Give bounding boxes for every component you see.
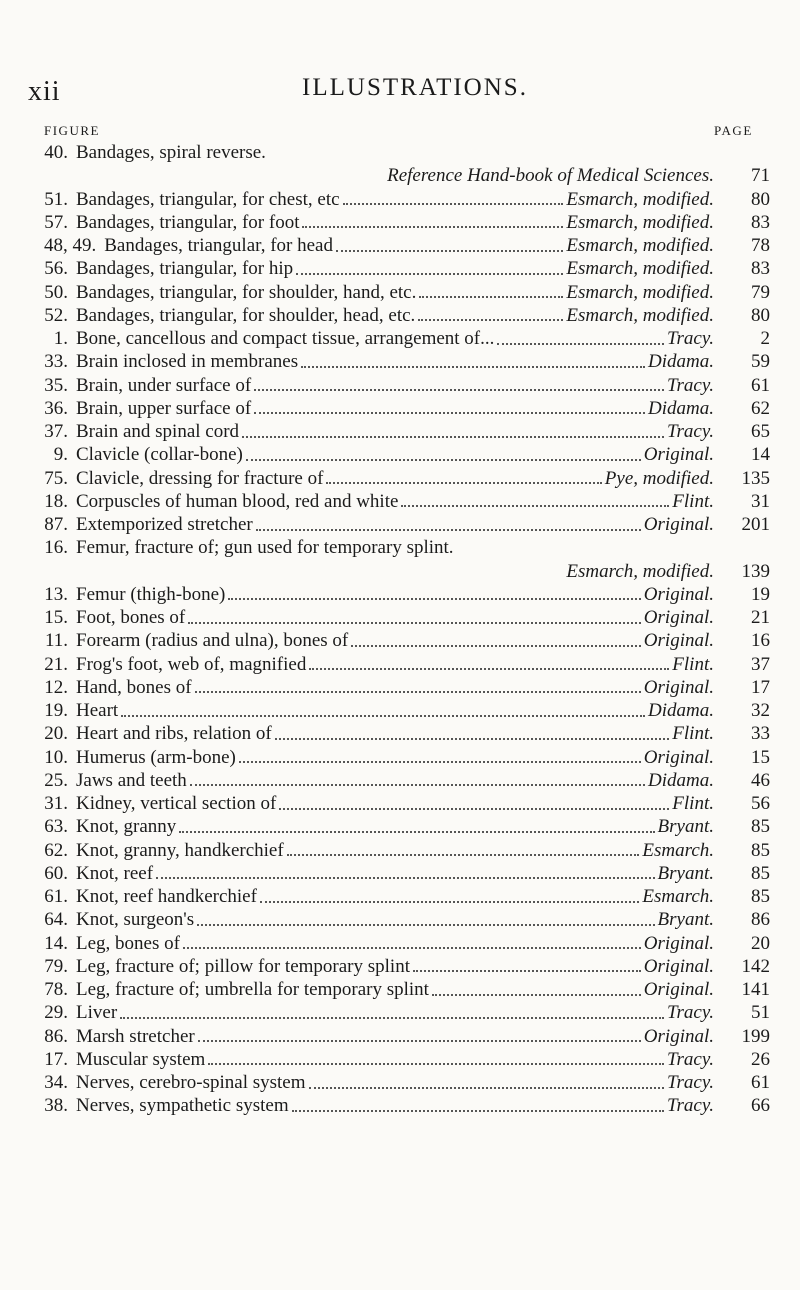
list-item (30, 304, 770, 327)
figure-number: 12. (44, 676, 68, 698)
figure-number: 38. (44, 1095, 68, 1117)
figure-source: Original. (643, 444, 714, 466)
figure-source: Flint. (672, 723, 714, 745)
figure-source: Esmarch. (642, 839, 714, 861)
list-item (30, 815, 770, 838)
list-item (30, 606, 770, 629)
figure-title: Leg, fracture of; umbrella for temporary splint (76, 979, 429, 1000)
list-item (30, 792, 770, 815)
page-number: 139 (741, 560, 770, 582)
dot-leader (497, 343, 664, 345)
dot-leader (256, 529, 641, 531)
figure-source: Original. (643, 1025, 714, 1047)
figure-title: Knot, granny (76, 816, 177, 838)
list-item (30, 1025, 770, 1048)
figure-number: 60. (44, 862, 68, 884)
dot-leader (343, 203, 564, 205)
figure-title: Nerves, cerebro-spinal system (76, 1072, 306, 1093)
list-item (30, 350, 770, 373)
list-item (30, 234, 770, 257)
page-number: 51 (751, 1002, 770, 1024)
figure-number: 61. (44, 886, 68, 907)
figure-title: Bandages, triangular, for chest, etc (76, 188, 340, 210)
page-number: 19 (751, 583, 770, 605)
dot-leader (275, 738, 670, 740)
figure-source: Tracy. (667, 1072, 714, 1093)
page-number: 46 (751, 769, 770, 791)
page-number: 32 (751, 700, 770, 721)
figure-number: 48, 49. (44, 235, 97, 256)
dot-leader (279, 808, 669, 810)
figure-title: Jaws and teeth (76, 769, 187, 791)
dot-leader (183, 947, 641, 949)
figure-title: Bandages, triangular, for foot (76, 211, 300, 233)
page-number: 85 (751, 816, 770, 838)
figure-title: Extemporized stretcher (76, 514, 253, 535)
page-number: 142 (741, 955, 770, 977)
figure-number: 17. (44, 1048, 68, 1070)
page-number: 2 (760, 328, 770, 349)
list-item (30, 490, 770, 513)
figure-title: Forearm (radius and ulna), bones of (76, 630, 349, 652)
figure-source: Flint. (672, 793, 714, 814)
list-item (30, 699, 770, 722)
list-item-continuation (30, 560, 770, 583)
page-number: 66 (751, 1095, 770, 1117)
list-item (30, 722, 770, 745)
figure-number: 25. (44, 769, 68, 791)
list-item (30, 211, 770, 234)
figure-source: Original. (643, 630, 714, 652)
figure-source: Esmarch, modified. (566, 560, 714, 582)
figure-number: 1. (53, 328, 68, 349)
dot-leader (432, 994, 641, 996)
figure-number: 29. (44, 1002, 68, 1024)
list-item (30, 1048, 770, 1071)
page-number: 33 (751, 723, 770, 745)
dot-leader (302, 226, 563, 228)
dot-leader (292, 1110, 664, 1112)
figure-number: 52. (44, 304, 68, 326)
figure-title: Foot, bones of (76, 607, 186, 628)
figure-number: 79. (44, 955, 68, 977)
page-number: 85 (751, 886, 770, 907)
figure-source: Original. (643, 979, 714, 1000)
figure-source: Original. (643, 583, 714, 605)
figure-source: Didama. (648, 397, 714, 419)
dot-leader (287, 854, 640, 856)
figure-number: 51. (44, 188, 68, 210)
figure-number: 62. (44, 839, 68, 861)
figure-title: Bandages, triangular, for hip (76, 258, 294, 280)
dot-leader (197, 924, 654, 926)
list-item (30, 1094, 770, 1117)
figure-number: 10. (44, 746, 68, 768)
page-number: 31 (751, 490, 770, 512)
dot-leader (401, 505, 669, 507)
figure-number: 37. (44, 421, 68, 442)
figure-number: 14. (44, 932, 68, 954)
page-number: 65 (751, 421, 770, 442)
dot-leader (309, 1087, 665, 1089)
figure-source: Tracy. (667, 1095, 714, 1117)
list-item (30, 769, 770, 792)
list-item (30, 1071, 770, 1094)
list-item (30, 536, 770, 559)
list-item (30, 746, 770, 769)
list-item (30, 629, 770, 652)
figure-number: 31. (44, 793, 68, 814)
list-item (30, 908, 770, 931)
list-item (30, 676, 770, 699)
page-number: 85 (751, 862, 770, 884)
figure-title: Heart (76, 700, 119, 721)
figure-number: 9. (53, 444, 68, 466)
figure-source: Bryant. (657, 862, 714, 884)
page-number: 59 (751, 351, 770, 373)
list-item (30, 281, 770, 304)
page-number: 14 (751, 444, 770, 466)
figure-title: Bandages, triangular, for head (104, 235, 333, 256)
dot-leader (418, 319, 563, 321)
dot-leader (195, 691, 641, 693)
dot-leader (179, 831, 654, 833)
page-number: 26 (751, 1048, 770, 1070)
dot-leader (326, 482, 601, 484)
figure-title: Clavicle, dressing for fracture of (76, 467, 324, 489)
figure-source: Tracy. (667, 421, 714, 442)
figure-source: Tracy. (667, 374, 714, 396)
illustrations-list (30, 141, 770, 1118)
figure-title: Leg, bones of (76, 932, 180, 954)
page-number: 83 (751, 258, 770, 280)
figure-source: Original. (643, 746, 714, 768)
page-number: 17 (751, 676, 770, 698)
figure-number: 63. (44, 816, 68, 838)
figure-title: Hand, bones of (76, 676, 192, 698)
dot-leader (239, 761, 641, 763)
figure-number: 36. (44, 397, 68, 419)
figure-title: Clavicle (collar-bone) (76, 444, 243, 466)
figure-title: Liver (76, 1002, 118, 1024)
figure-source: Esmarch, modified. (566, 235, 714, 256)
figure-source: Bryant. (657, 816, 714, 838)
figure-title: Brain and spinal cord (76, 421, 240, 442)
figure-title: Femur, fracture of; gun used for temporary splint. (76, 537, 454, 559)
page-number: 62 (751, 397, 770, 419)
figure-title: Leg, fracture of; pillow for temporary splint (76, 955, 410, 977)
figure-source: Esmarch, modified. (566, 281, 714, 303)
dot-leader (254, 412, 645, 414)
page-number: 83 (751, 211, 770, 233)
figure-number: 33. (44, 351, 68, 373)
figure-title: Brain inclosed in membranes (76, 351, 299, 373)
list-item (30, 513, 770, 536)
figure-source: Original. (643, 932, 714, 954)
list-item (30, 978, 770, 1001)
running-head: ILLUSTRATIONS. (302, 74, 528, 101)
figure-number: 35. (44, 374, 68, 396)
figure-number: 50. (44, 281, 68, 303)
figure-number: 21. (44, 653, 68, 675)
dot-leader (208, 1063, 664, 1065)
list-item (30, 653, 770, 676)
figure-source: Flint. (672, 490, 714, 512)
figure-source: Original. (643, 514, 714, 535)
figure-source: Didama. (648, 769, 714, 791)
figure-title: Bandages, triangular, for shoulder, head, etc. (76, 304, 416, 326)
page-number: 71 (751, 165, 770, 187)
figure-title: Brain, under surface of (76, 374, 252, 396)
list-item (30, 374, 770, 397)
dot-leader (309, 668, 669, 670)
figure-source: Pye, modified. (604, 467, 714, 489)
page-number: 61 (751, 1072, 770, 1093)
page-number: 16 (751, 630, 770, 652)
page-number: 141 (741, 979, 770, 1000)
figure-source: Original. (643, 607, 714, 628)
list-item (30, 397, 770, 420)
page-number: 135 (741, 467, 770, 489)
page-number: 80 (751, 188, 770, 210)
page-number: 20 (751, 932, 770, 954)
figure-number: 57. (44, 211, 68, 233)
figure-number: 34. (44, 1072, 68, 1093)
figure-title: Bone, cancellous and compact tissue, arrangement of... (76, 328, 495, 349)
page-number: 85 (751, 839, 770, 861)
figure-number: 13. (44, 583, 68, 605)
figure-number: 64. (44, 909, 68, 931)
figure-title: Marsh stretcher (76, 1025, 195, 1047)
figure-title: Bandages, spiral reverse. (76, 142, 266, 163)
page-number: 78 (751, 235, 770, 256)
list-item (30, 885, 770, 908)
figure-number: 16. (44, 537, 68, 559)
page-number: 61 (751, 374, 770, 396)
figure-number: 20. (44, 723, 68, 745)
figure-number: 87. (44, 514, 68, 535)
page-number: 21 (751, 607, 770, 628)
figure-title: Knot, reef (76, 862, 154, 884)
figure-number: 11. (44, 630, 68, 652)
dot-leader (121, 715, 645, 717)
list-item (30, 839, 770, 862)
figure-title: Kidney, vertical section of (76, 793, 277, 814)
figure-title: Corpuscles of human blood, red and white (76, 490, 399, 512)
figure-title: Femur (thigh-bone) (76, 583, 226, 605)
figure-title: Bandages, triangular, for shoulder, hand, etc. (76, 281, 417, 303)
figure-source: Esmarch, modified. (566, 188, 714, 210)
figure-title: Muscular system (76, 1048, 206, 1070)
list-item (30, 1001, 770, 1024)
figure-source: Esmarch. (642, 886, 714, 907)
figure-source: Esmarch, modified. (566, 211, 714, 233)
figure-source: Bryant. (657, 909, 714, 931)
figure-source: Flint. (672, 653, 714, 675)
column-heading-figure: FIGURE (44, 123, 100, 138)
figure-source: Original. (643, 676, 714, 698)
column-heading-page: PAGE (714, 123, 753, 138)
page-folio: xii (28, 76, 61, 107)
dot-leader (336, 250, 563, 252)
list-item (30, 443, 770, 466)
figure-title: Knot, granny, handkerchief (76, 839, 284, 861)
page-number: 79 (751, 281, 770, 303)
figure-source: Esmarch, modified. (566, 258, 714, 280)
figure-number: 78. (44, 979, 68, 1000)
dot-leader (156, 877, 655, 879)
figure-title: Knot, surgeon's (76, 909, 195, 931)
dot-leader (120, 1017, 664, 1019)
list-item (30, 955, 770, 978)
dot-leader (413, 970, 641, 972)
dot-leader (296, 273, 563, 275)
list-item (30, 420, 770, 443)
list-item-continuation (30, 164, 770, 187)
dot-leader (260, 901, 639, 903)
figure-source: Reference Hand-book of Medical Sciences. (387, 165, 714, 187)
figure-source: Tracy. (667, 1048, 714, 1070)
figure-source: Tracy. (667, 328, 714, 349)
figure-source: Esmarch, modified. (566, 304, 714, 326)
page-number: 201 (741, 514, 770, 535)
page-number: 199 (741, 1025, 770, 1047)
figure-number: 19. (44, 700, 68, 721)
page-number: 15 (751, 746, 770, 768)
figure-source: Didama. (648, 351, 714, 373)
dot-leader (351, 645, 641, 647)
dot-leader (301, 366, 645, 368)
dot-leader (246, 459, 641, 461)
figure-title: Heart and ribs, relation of (76, 723, 272, 745)
figure-number: 75. (44, 467, 68, 489)
dot-leader (242, 436, 664, 438)
figure-title: Humerus (arm-bone) (76, 746, 236, 768)
figure-source: Original. (643, 955, 714, 977)
figure-number: 86. (44, 1025, 68, 1047)
dot-leader (228, 598, 640, 600)
dot-leader (190, 784, 645, 786)
page-number: 37 (751, 653, 770, 675)
figure-title: Frog's foot, web of, magnified (76, 653, 307, 675)
figure-title: Knot, reef handkerchief (76, 886, 257, 907)
figure-source: Didama. (648, 700, 714, 721)
list-item (30, 583, 770, 606)
figure-title: Brain, upper surface of (76, 397, 252, 419)
list-item (30, 188, 770, 211)
figure-source: Tracy. (667, 1002, 714, 1024)
list-item (30, 467, 770, 490)
page-number: 56 (751, 793, 770, 814)
dot-leader (198, 1040, 641, 1042)
figure-number: 40. (44, 142, 68, 163)
figure-title: Nerves, sympathetic system (76, 1095, 289, 1117)
list-item (30, 932, 770, 955)
dot-leader (254, 389, 664, 391)
dot-leader (419, 296, 563, 298)
figure-number: 18. (44, 490, 68, 512)
list-item (30, 257, 770, 280)
page-number: 80 (751, 304, 770, 326)
list-item (30, 327, 770, 350)
dot-leader (188, 622, 641, 624)
figure-number: 56. (44, 258, 68, 280)
page-number: 86 (751, 909, 770, 931)
figure-number: 15. (44, 607, 68, 628)
list-item (30, 141, 770, 164)
list-item (30, 862, 770, 885)
